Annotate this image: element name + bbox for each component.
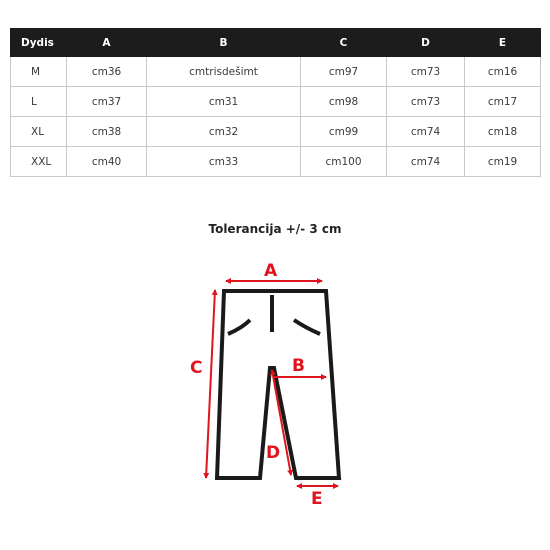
- value-cell: cmtrisdešimt: [147, 57, 301, 87]
- header-b: B: [147, 29, 301, 57]
- size-cell: XXL: [11, 147, 67, 177]
- header-c: C: [301, 29, 387, 57]
- table-row: [11, 147, 541, 177]
- value-cell: cm36: [67, 57, 147, 87]
- measure-label-d: D: [266, 443, 281, 463]
- value-cell: cm73: [387, 57, 465, 87]
- value-cell: cm97: [301, 57, 387, 87]
- measure-label-a: A: [264, 261, 278, 281]
- size-cell: XL: [11, 117, 67, 147]
- tolerance-note: Tolerancija +/- 3 cm: [208, 222, 342, 236]
- header-e: E: [465, 29, 541, 57]
- table-row: [11, 57, 541, 87]
- header-d: D: [387, 29, 465, 57]
- value-cell: cm19: [465, 147, 541, 177]
- value-cell: cm40: [67, 147, 147, 177]
- header-a: A: [67, 29, 147, 57]
- size-cell: L: [11, 87, 67, 117]
- size-table: [10, 28, 541, 177]
- measure-label-e: E: [311, 489, 323, 509]
- table-row: [11, 117, 541, 147]
- value-cell: cm16: [465, 57, 541, 87]
- measure-line-c: [206, 290, 215, 478]
- table-header-row: [11, 29, 541, 57]
- value-cell: cm31: [147, 87, 301, 117]
- size-cell: M: [11, 57, 67, 87]
- value-cell: cm38: [67, 117, 147, 147]
- pants-measurement-diagram: [180, 250, 370, 512]
- header-size: Dydis: [11, 29, 67, 57]
- table-row: [11, 87, 541, 117]
- value-cell: cm99: [301, 117, 387, 147]
- value-cell: cm74: [387, 117, 465, 147]
- value-cell: cm33: [147, 147, 301, 177]
- value-cell: cm98: [301, 87, 387, 117]
- value-cell: cm32: [147, 117, 301, 147]
- measure-label-b: B: [292, 356, 305, 376]
- value-cell: cm73: [387, 87, 465, 117]
- measure-label-c: C: [190, 358, 203, 378]
- value-cell: cm17: [465, 87, 541, 117]
- value-cell: cm74: [387, 147, 465, 177]
- value-cell: cm100: [301, 147, 387, 177]
- value-cell: cm37: [67, 87, 147, 117]
- value-cell: cm18: [465, 117, 541, 147]
